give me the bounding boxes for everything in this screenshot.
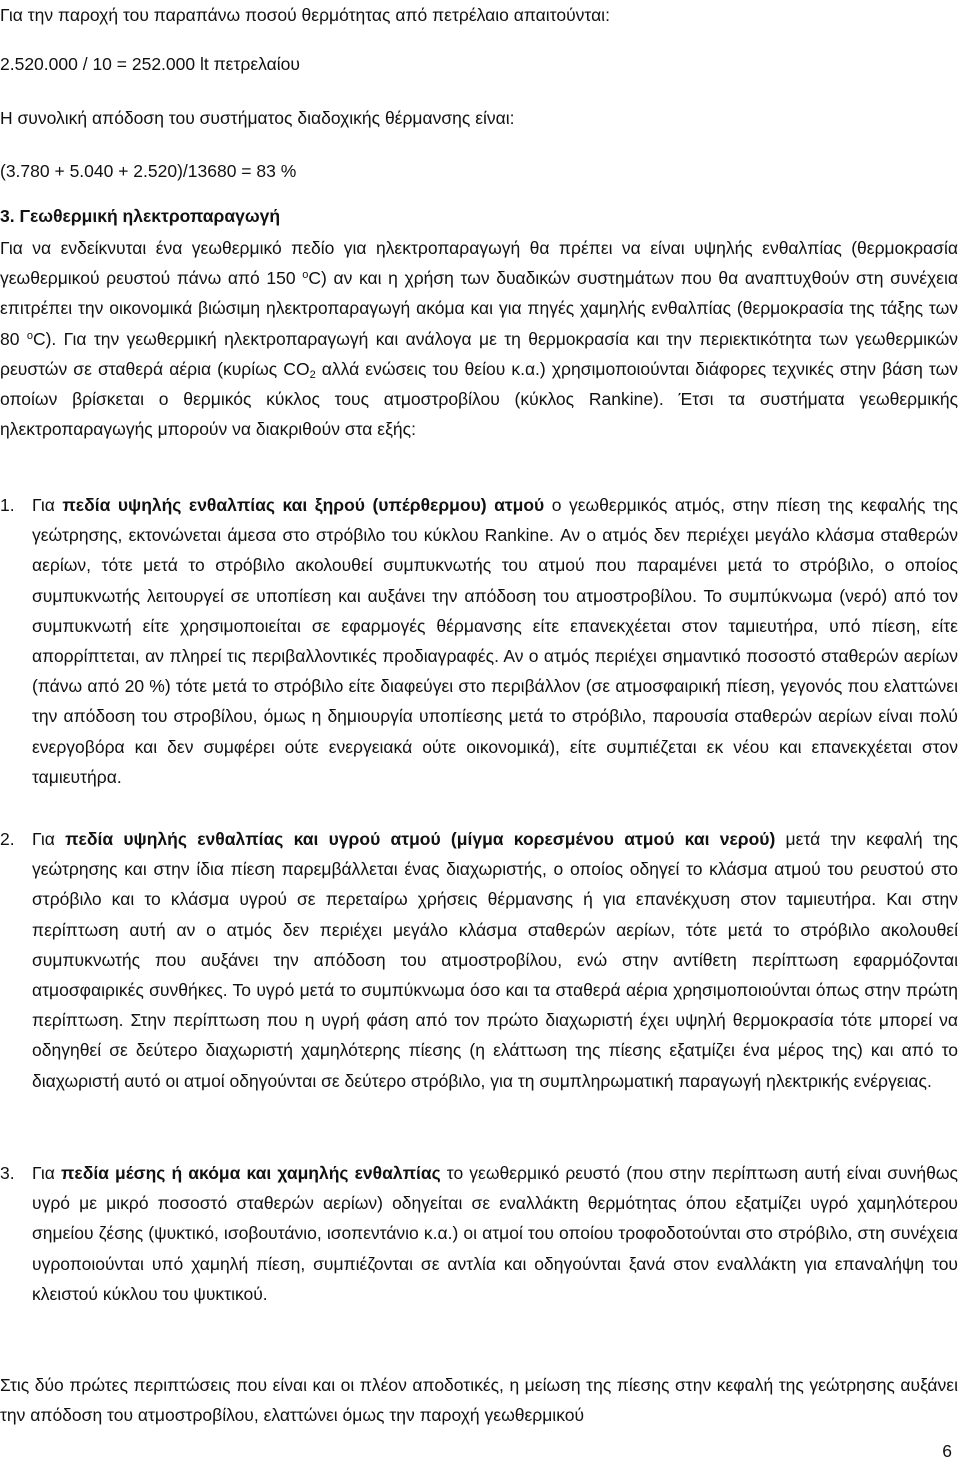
page-number: 6 bbox=[942, 1441, 952, 1461]
intro-line-efficiency-calculation: (3.780 + 5.040 + 2.520)/13680 = 83 % bbox=[0, 161, 297, 181]
list-item-text: Για πεδία υψηλής ενθαλπίας και υγρού ατμού (μίγμα κορεσμένου ατμού και νερού) μετά την κεφαλή της γεώτρησης και στην ίδια πίεση παρεμβάλλεται ένας διαχωριστής, ο οποίος οδηγεί το κλάσμα ατμού του ρευστού στο στρόβιλο και το κλάσμα υγρού σε περεταίρω χρήσεις θέρμανσης ή για επανέκχυση στον ταμιευτήρα. Και στην περίπτωση αυτή αν ο ατμός δεν περιέχει μεγάλο κλάσμα σταθερών αερίων, τότε μετά το στρόβιλο ακολουθεί συμπυκνωτής που αυξάνει την απόδοση του ατμοστροβίλου, ενώ στην αντίθετη περίπτωση εφαρμόζονται ατμοσφαιρικές συνθήκες. Το υγρό μετά το συμπύκνωμα όσο και τα σταθερά αέρια χρησιμοποιούνται όπως στην πρώτη περίπτωση. Στην περίπτωση που η υγρή φάση από τον πρώτο διαχωριστή έχει υψηλή θερμοκρασία τότε μπορεί να οδηγηθεί σε δεύτερο διαχωριστή χαμηλότερης πίεσης (η ελάττωση της πίεσης εξατμίζει ένα μέρος της) και από το διαχωριστή αυτό οι ατμοί οδηγούνται σε δεύτερο στρόβιλο, για τη συμπληρωματική παραγωγή ηλεκτρικής ενέργειας. bbox=[32, 829, 958, 1091]
list-item-text: Για πεδία μέσης ή ακόμα και χαμηλής ενθαλπίας το γεωθερμικό ρευστό (που στην περίπτωση αυτή είναι συνήθως υγρό με μικρό ποσοστό σταθερών αερίων) οδηγείται σε εναλλάκτη θερμότητας όπου εξατμίζει υγρό χαμηλότερου σημείου ζέσης (ψυκτικό, ισοβουτάνιο, ισοπεντάνιο κ.α.) οι ατμοί του οποίου τροφοδοτούνται στο στρόβιλο, στη συνέχεια υγροποιούνται υπό χαμηλή πίεση, συμπιέζονται σε αντλία και οδηγούνται ξανά στον εναλλάκτη για επαναλήψη του κλειστού κύκλου του ψυκτικού. bbox=[32, 1163, 958, 1304]
list-item-number: 1. bbox=[0, 495, 15, 515]
section-heading: 3. Γεωθερμική ηλεκτροπαραγωγή bbox=[0, 206, 281, 226]
intro-line-efficiency-label: Η συνολική απόδοση του συστήματος διαδοχικής θέρμανσης είναι: bbox=[0, 108, 515, 128]
closing-paragraph: Στις δύο πρώτες περιπτώσεις που είναι και οι πλέον αποδοτικές, η μείωση της πίεσης στην κεφαλή της γεώτρησης αυξάνει την απόδοση του ατμοστροβίλου, ελαττώνει όμως την παροχή γεωθερμικού bbox=[0, 1375, 958, 1426]
list-item-number: 3. bbox=[0, 1163, 15, 1183]
list-item-2 bbox=[0, 824, 958, 1096]
section-intro-paragraph: Για να ενδείκνυται ένα γεωθερμικό πεδίο για ηλεκτροπαραγωγή θα πρέπει να είναι υψηλής ενθαλπίας (θερμοκρασία γεωθερμικού ρευστού πάνω από 150 $^o$C) αν και η χρήση των δυαδικών συστημάτων που θα αναπτυχθούν στη συνέχεια επιτρέπει την οικονομικά βιώσιμη ηλεκτροπαραγωγή ακόμα και για πηγές χαμηλής ενθαλπίας (θερμοκρασία της τάξης των 80 $^o$C). Για την γεωθερμική ηλεκτροπαραγωγή και ανάλογα με τη θερμοκρασία και την περιεκτικότητα των γεωθερμικών ρευστών σε σταθερά αέρια (κυρίως $CO_2$ αλλά ενώσεις του θείου κ.α.) χρησιμοποιούνται διάφορες τεχνικές στην βάση των οποίων βρίσκεται ο θερμικός κύκλος τους ατμοστροβίλου (κύκλος Rankine). Έτσι τα συστήματα γεωθερμικής ηλεκτροπαραγωγής μπορούν να διακριθούν στα εξής: bbox=[0, 238, 959, 440]
list-item-text: Για πεδία υψηλής ενθαλπίας και ξηρού (υπέρθερμου) ατμού ο γεωθερμικός ατμός, στην πίεση της κεφαλής της γεώτρησης, εκτονώνεται άμεσα στο στρόβιλο του κύκλου Rankine. Αν ο ατμός δεν περιέχει μεγάλο κλάσμα σταθερών αερίων, τότε μετά το στρόβιλο ακολουθεί συμπυκνωτής του ατμού που παραμένει μετά το στρόβιλο, ο οποίος συμπυκνωτής λειτουργεί σε υποπίεση και αυξάνει την απόδοση του ατμοστροβίλου. Το συμπύκνωμα (νερό) από τον συμπυκνωτή είτε χρησιμοποιείται σε εφαρμογές θέρμανσης είτε επανεκχέεται στον ταμιευτήρα, υπό πίεση, είτε απορρίπτεται, αν πληρεί τις περιβαλλοντικές προδιαγραφές. Αν ο ατμός περιέχει σημαντικό ποσοστό σταθερών αερίων (πάνω από 20 %) τότε μετά το στρόβιλο είτε διαφεύγει στο περιβάλλον (σε ατμοσφαιρική πίεση, γεγονός που ελαττώνει την απόδοση του στροβίλου, όμως η δημιουργία υποπίεσης μετά το στρόβιλο, παρουσία σταθερών αερίων είναι πολύ ενεργοβόρα και δεν συμφέρει ούτε ενεργειακά ούτε οικονομικά), είτε συμπιέζεται εκ νέου και επανεκχέεται στον ταμιευτήρα. bbox=[32, 495, 958, 787]
intro-line-oil-requirement: Για την παροχή του παραπάνω ποσού θερμότητας από πετρέλαιο απαιτούνται: bbox=[0, 5, 610, 25]
intro-line-oil-calculation: 2.520.000 / 10 = 252.000 lt πετρελαίου bbox=[0, 54, 300, 74]
list-item-3 bbox=[0, 1158, 958, 1309]
list-item-1 bbox=[0, 490, 958, 792]
list-item-number: 2. bbox=[0, 829, 15, 849]
